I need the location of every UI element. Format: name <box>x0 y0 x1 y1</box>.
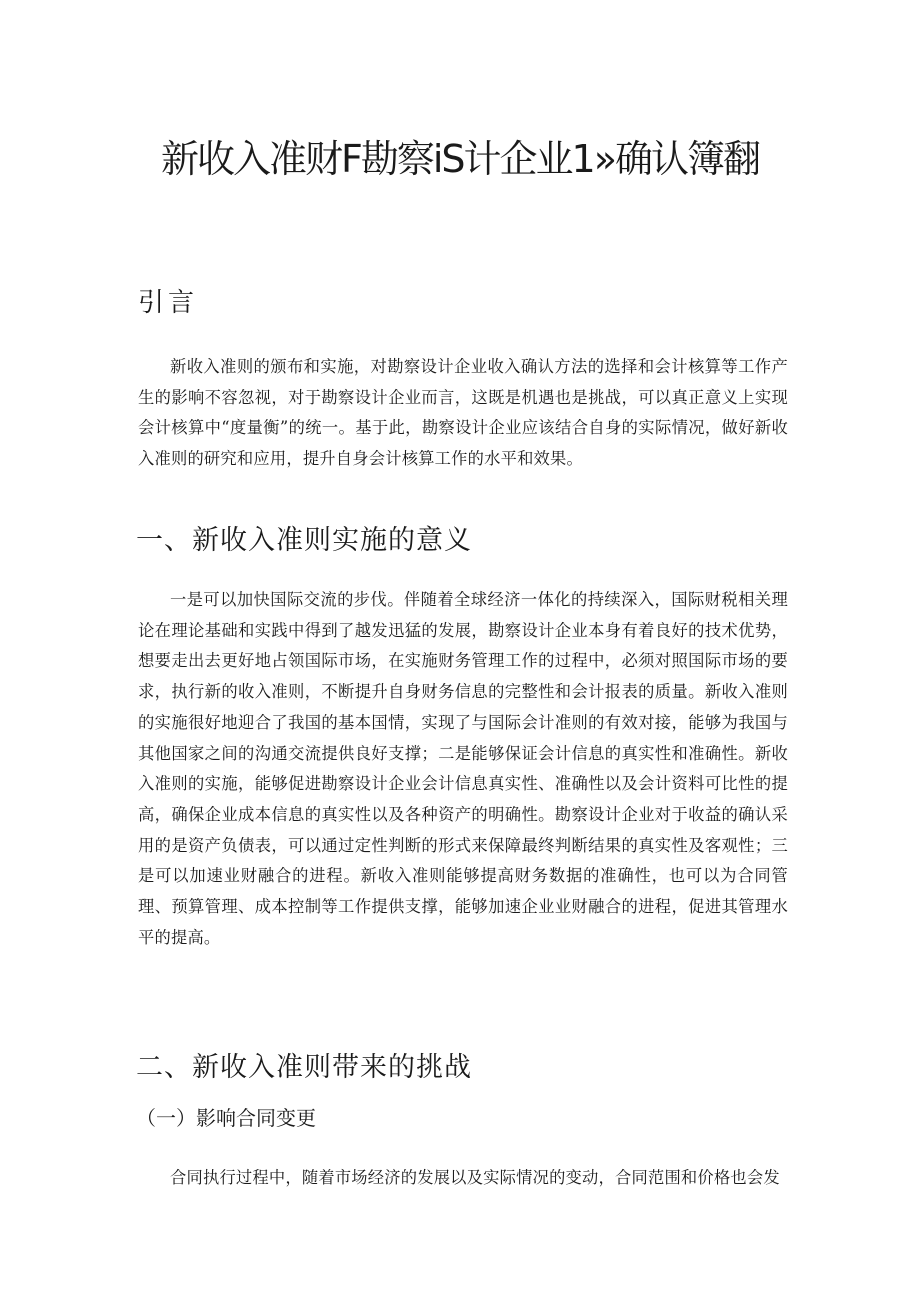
section-1-paragraph: 一是可以加快国际交流的步伐。伴随着全球经济一体化的持续深入，国际财税相关理论在理论基础和实践中得到了越发迅猛的发展，勘察设计企业本身有着良好的技术优势，想要走出去更好地占领国际市场，在实施财务管理工作的过程中，必须对照国际市场的要求，执行新的收入准则，不断提升自身财务信息的完整性和会计报表的质量。新收入准则的实施很好地迎合了我国的基本国情，实现了与国际会计准则的有效对接，能够为我国与其他国家之间的沟通交流提供良好支撑；二是能够保证会计信息的真实性和准确性。新收入准则的实施，能够促进勘察设计企业会计信息真实性、准确性以及会计资料可比性的提高，确保企业成本信息的真实性以及各种资产的明确性。勘察设计企业对于收益的确认采用的是资产负债表，可以通过定性判断的形式来保障最终判断结果的真实性及客观性；三是可以加速业财融合的进程。新收入准则能够提高财务数据的准确性，也可以为合同管理、预算管理、成本控制等工作提供支撑，能够加速企业业财融合的进程，促进其管理水平的提高。 <box>138 590 788 947</box>
section-2-heading: 二、新收入准则带来的挑战 <box>136 1052 472 1083</box>
document-title: 新收入准财F勘察iS计企业1»确认簿翻 <box>161 137 759 181</box>
intro-paragraph: 新收入准则的颁布和实施，对勘察设计企业收入确认方法的选择和会计核算等工作产生的影响不容忽视，对于勘察设计企业而言，这既是机遇也是挑战，可以真正意义上实现会计核算中“度量衡”的统一。基于此，勘察设计企业应该结合自身的实际情况，做好新收入准则的研究和应用，提升自身会计核算工作的水平和效果。 <box>138 357 788 469</box>
intro-heading: 引言 <box>138 288 199 318</box>
section-2-sub-1-paragraph: 合同执行过程中，随着市场经济的发展以及实际情况的变动，合同范围和价格也会发 <box>170 1168 780 1187</box>
section-1-heading: 一、新收入准则实施的意义 <box>136 525 472 556</box>
section-2-subheading-1: （一）影响合同变更 <box>136 1106 316 1130</box>
